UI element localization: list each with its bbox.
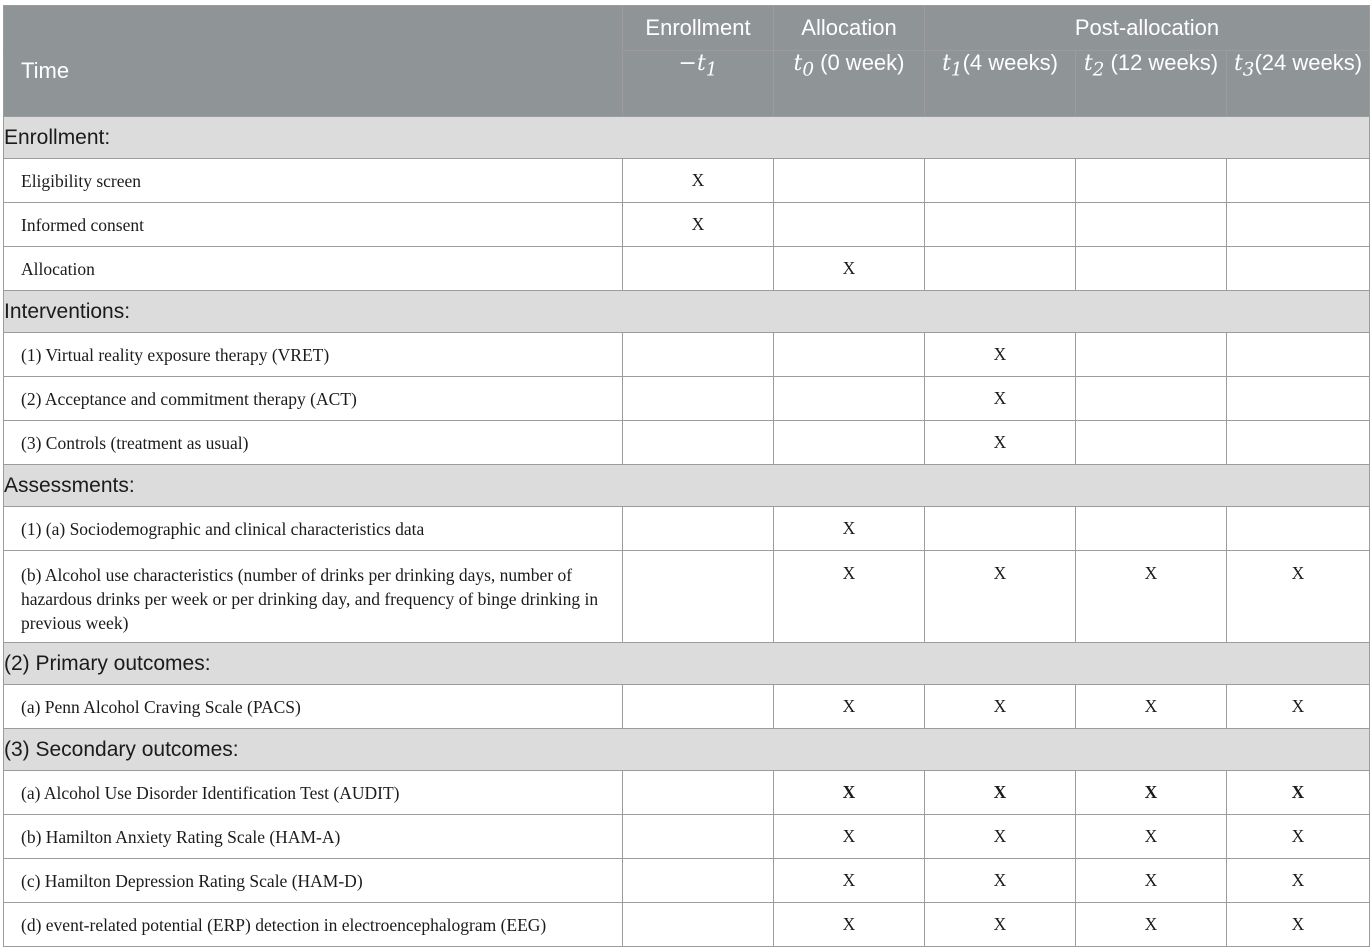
header-group-enrollment: Enrollment xyxy=(623,6,774,51)
row-mark: X xyxy=(1227,551,1370,643)
row-mark: X xyxy=(1076,685,1227,729)
row-label: Allocation xyxy=(4,247,623,291)
row-label: Eligibility screen xyxy=(4,159,623,203)
row-mark: X xyxy=(1227,815,1370,859)
header-time-label: Time xyxy=(4,51,623,117)
row-mark: X xyxy=(925,771,1076,815)
row-label: (d) event-related potential (ERP) detection in electroencephalogram (EEG) xyxy=(4,903,623,947)
row-mark xyxy=(925,247,1076,291)
row-mark xyxy=(774,333,925,377)
row-mark xyxy=(623,377,774,421)
table-row xyxy=(4,203,1370,247)
row-mark: X xyxy=(925,377,1076,421)
row-mark: X xyxy=(1076,903,1227,947)
row-label: (a) Penn Alcohol Craving Scale (PACS) xyxy=(4,685,623,729)
row-mark xyxy=(623,551,774,643)
table-row xyxy=(4,903,1370,947)
row-mark: X xyxy=(774,507,925,551)
row-mark xyxy=(925,203,1076,247)
table-row xyxy=(4,377,1370,421)
timepoint-subscript: 0 xyxy=(802,59,815,81)
section-row xyxy=(4,117,1370,159)
timepoint-symbol: −t xyxy=(678,51,706,76)
row-label: (c) Hamilton Depression Rating Scale (HAM-D) xyxy=(4,859,623,903)
table-row xyxy=(4,771,1370,815)
section-title: Assessments: xyxy=(4,465,1370,507)
table-row xyxy=(4,421,1370,465)
row-label: (b) Hamilton Anxiety Rating Scale (HAM-A) xyxy=(4,815,623,859)
row-label: (a) Alcohol Use Disorder Identification Test (AUDIT) xyxy=(4,771,623,815)
row-mark: X xyxy=(1076,771,1227,815)
section-row xyxy=(4,729,1370,771)
section-title: Enrollment: xyxy=(4,117,1370,159)
row-label: (1) Virtual reality exposure therapy (VRET) xyxy=(4,333,623,377)
section-title: (2) Primary outcomes: xyxy=(4,643,1370,685)
table-row xyxy=(4,685,1370,729)
row-mark xyxy=(623,507,774,551)
timepoint-symbol: t xyxy=(1233,51,1243,76)
header-timepoint xyxy=(623,51,774,117)
row-label: (2) Acceptance and commitment therapy (ACT) xyxy=(4,377,623,421)
row-mark: X xyxy=(1227,903,1370,947)
timepoint-subscript: 1 xyxy=(950,59,963,81)
row-label: (1) (a) Sociodemographic and clinical characteristics data xyxy=(4,507,623,551)
row-mark xyxy=(1227,203,1370,247)
header-timepoint xyxy=(774,51,925,117)
row-mark: X xyxy=(774,247,925,291)
timepoint-suffix: (12 weeks) xyxy=(1104,50,1219,75)
row-mark xyxy=(623,333,774,377)
row-label: (b) Alcohol use characteristics (number of drinks per drinking days, number of hazardous drinks per week or per drinking day, and frequency of binge drinking in previous week) xyxy=(4,551,623,643)
row-mark xyxy=(774,377,925,421)
row-mark xyxy=(1076,203,1227,247)
timepoint-subscript: 2 xyxy=(1092,59,1105,81)
header-timepoint-row xyxy=(4,51,1370,117)
row-mark xyxy=(1227,507,1370,551)
row-mark: X xyxy=(925,859,1076,903)
row-mark xyxy=(1076,247,1227,291)
section-row xyxy=(4,643,1370,685)
table-row xyxy=(4,551,1370,643)
row-mark xyxy=(623,247,774,291)
row-mark xyxy=(925,507,1076,551)
row-mark xyxy=(774,203,925,247)
table-row xyxy=(4,247,1370,291)
row-mark: X xyxy=(623,203,774,247)
row-mark: X xyxy=(925,815,1076,859)
header-group-allocation: Allocation xyxy=(774,6,925,51)
table-row xyxy=(4,507,1370,551)
row-mark xyxy=(1227,247,1370,291)
row-mark xyxy=(623,421,774,465)
header-timepoint xyxy=(925,51,1076,117)
row-mark: X xyxy=(774,815,925,859)
row-mark: X xyxy=(925,685,1076,729)
row-mark xyxy=(774,421,925,465)
row-mark: X xyxy=(925,551,1076,643)
row-mark xyxy=(1227,159,1370,203)
section-row xyxy=(4,465,1370,507)
section-row xyxy=(4,291,1370,333)
timepoint-suffix: (24 weeks) xyxy=(1254,50,1363,75)
spirit-schedule-table xyxy=(3,5,1370,947)
section-title: (3) Secondary outcomes: xyxy=(4,729,1370,771)
table-row xyxy=(4,859,1370,903)
row-label: (3) Controls (treatment as usual) xyxy=(4,421,623,465)
table-row xyxy=(4,159,1370,203)
row-mark xyxy=(623,859,774,903)
row-mark xyxy=(623,685,774,729)
row-mark: X xyxy=(774,771,925,815)
row-mark: X xyxy=(925,333,1076,377)
row-mark: X xyxy=(774,859,925,903)
timepoint-symbol: t xyxy=(793,51,803,76)
header-timepoint xyxy=(1227,51,1370,117)
row-label: Informed consent xyxy=(4,203,623,247)
row-mark xyxy=(1227,421,1370,465)
row-mark: X xyxy=(774,685,925,729)
row-mark: X xyxy=(1227,771,1370,815)
row-mark xyxy=(1076,377,1227,421)
row-mark: X xyxy=(1227,859,1370,903)
table-row xyxy=(4,333,1370,377)
row-mark xyxy=(1227,333,1370,377)
table-row xyxy=(4,815,1370,859)
timepoint-suffix: (4 weeks) xyxy=(962,50,1058,75)
row-mark xyxy=(1076,421,1227,465)
section-title: Interventions: xyxy=(4,291,1370,333)
row-mark: X xyxy=(925,903,1076,947)
timepoint-symbol: t xyxy=(1083,51,1093,76)
row-mark xyxy=(1076,507,1227,551)
timepoint-suffix: (0 week) xyxy=(814,50,905,75)
row-mark xyxy=(623,903,774,947)
row-mark: X xyxy=(774,903,925,947)
row-mark: X xyxy=(774,551,925,643)
timepoint-subscript: 1 xyxy=(705,59,718,81)
row-mark xyxy=(1227,377,1370,421)
row-mark: X xyxy=(623,159,774,203)
header-timepoint xyxy=(1076,51,1227,117)
row-mark xyxy=(623,771,774,815)
timepoint-subscript: 3 xyxy=(1242,59,1255,81)
header-group-row xyxy=(4,6,1370,51)
timepoint-symbol: t xyxy=(942,51,951,76)
row-mark: X xyxy=(1076,551,1227,643)
row-mark xyxy=(774,159,925,203)
row-mark xyxy=(1076,333,1227,377)
row-mark: X xyxy=(925,421,1076,465)
row-mark: X xyxy=(1076,815,1227,859)
row-mark: X xyxy=(1076,859,1227,903)
header-group-post-allocation: Post-allocation xyxy=(925,6,1370,51)
row-mark xyxy=(925,159,1076,203)
row-mark xyxy=(623,815,774,859)
row-mark xyxy=(1076,159,1227,203)
row-mark: X xyxy=(1227,685,1370,729)
header-blank-cell xyxy=(4,6,623,51)
